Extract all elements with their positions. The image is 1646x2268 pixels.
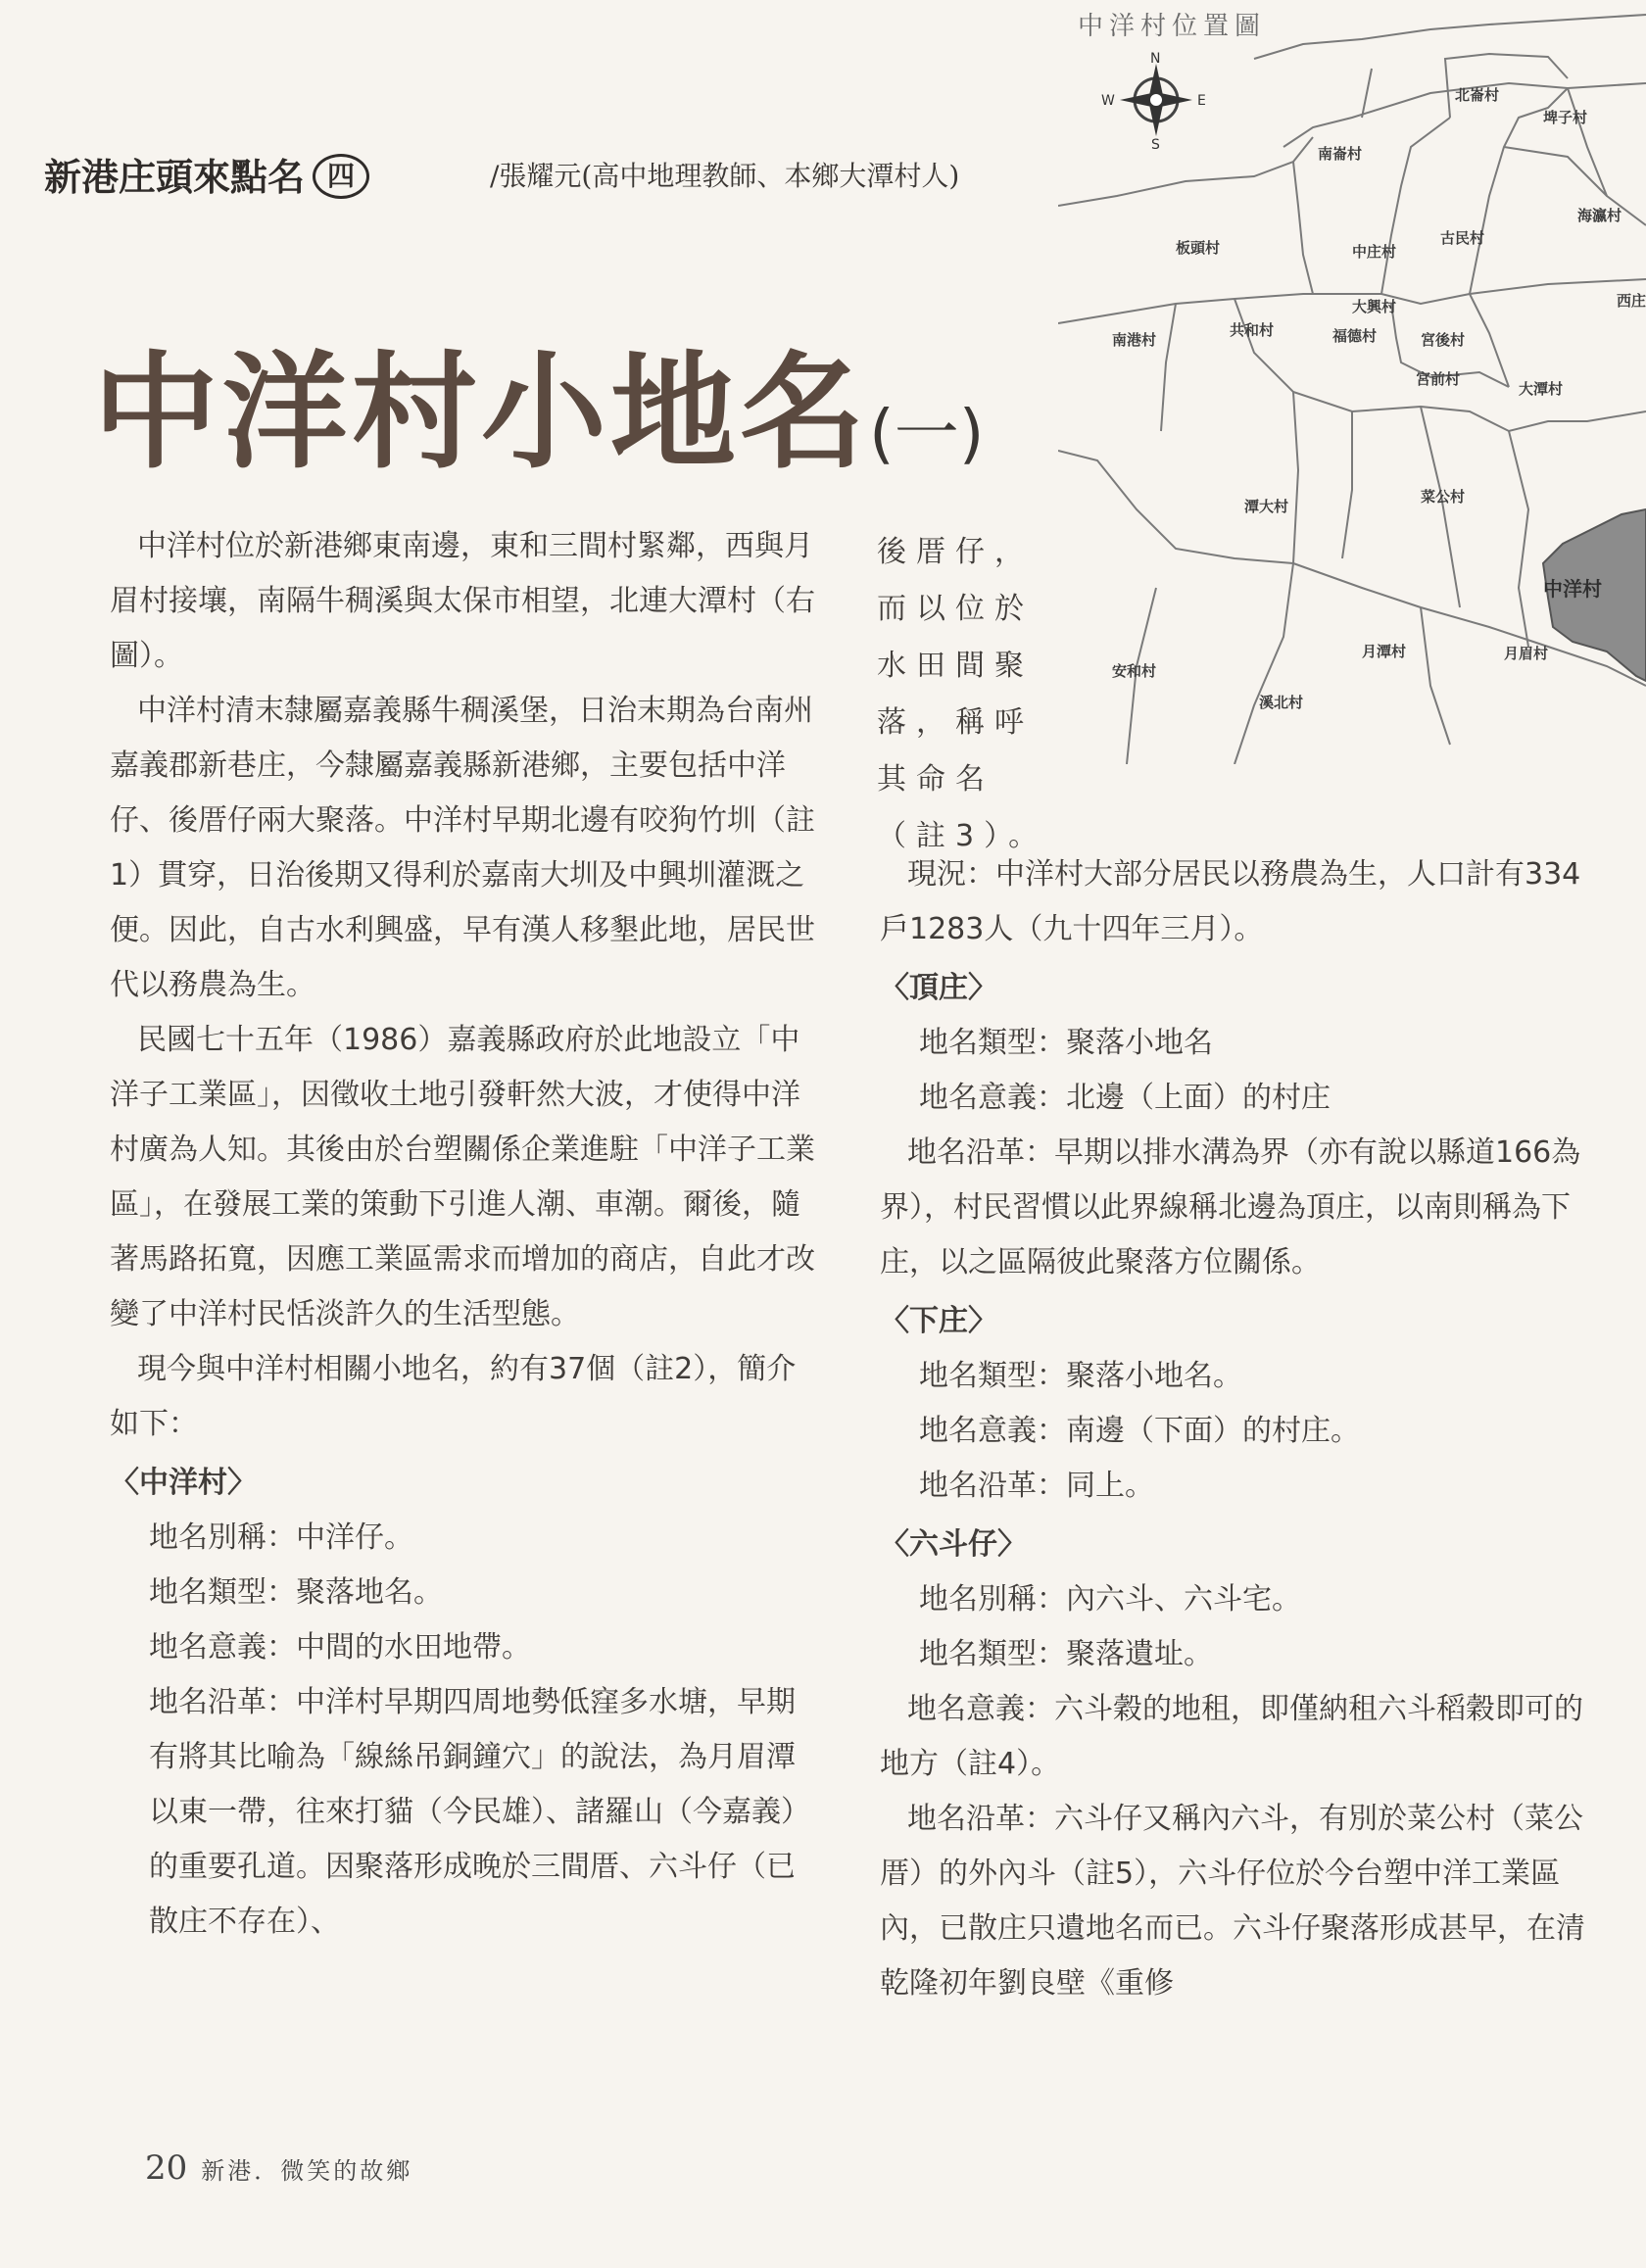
svg-text:S: S bbox=[1151, 137, 1160, 153]
liudouzai-type: 地名類型：聚落遺址。 bbox=[919, 1637, 1213, 1671]
svg-text:中庄村: 中庄村 bbox=[1352, 243, 1397, 261]
narrow-column bbox=[877, 524, 1053, 865]
xiazhuang-history: 地名沿革：同上。 bbox=[919, 1469, 1154, 1503]
svg-text:埤子村: 埤子村 bbox=[1543, 109, 1588, 126]
section-heading-dingzhuang: 〈頂庄〉 bbox=[880, 971, 997, 1005]
svg-text:大興村: 大興村 bbox=[1352, 298, 1397, 315]
svg-text:W: W bbox=[1101, 93, 1115, 109]
compass-icon bbox=[1101, 51, 1206, 153]
series-title-text: 新港庄頭來點名 bbox=[44, 156, 306, 199]
svg-text:月眉村: 月眉村 bbox=[1504, 645, 1549, 662]
series-title bbox=[44, 147, 369, 203]
dingzhuang-history: 地名沿革：早期以排水溝為界（亦有說以縣道166為界），村民習慣以此界線稱北邊為頂庄，以南則稱為下庄，以之區隔彼此聚落方位關係。 bbox=[880, 1135, 1581, 1279]
svg-text:宮前村: 宮前村 bbox=[1416, 370, 1461, 388]
svg-text:共和村: 共和村 bbox=[1230, 321, 1275, 339]
svg-text:古民村: 古民村 bbox=[1440, 229, 1485, 247]
intro-paragraph-2: 中洋村清末隸屬嘉義縣牛稠溪堡，日治末期為台南州嘉義郡新巷庄，今隸屬嘉義縣新港鄉，主要包括中洋仔、後厝仔兩大聚落。中洋村早期北邊有咬狗竹圳（註1）貫穿，日治後期又得利於嘉南大圳及中興圳灌溉之便。因此，自古水利興盛，早有漢人移墾此地，居民世代以務農為生。 bbox=[110, 694, 815, 1002]
svg-text:N: N bbox=[1150, 51, 1161, 67]
xiazhuang-type: 地名類型：聚落小地名。 bbox=[919, 1359, 1242, 1393]
svg-text:宮後村: 宮後村 bbox=[1421, 331, 1466, 349]
map-title: 中洋村位置圖 bbox=[1078, 12, 1267, 41]
svg-text:北崙村: 北崙村 bbox=[1455, 86, 1500, 104]
section-heading-liudouzai: 〈六斗仔〉 bbox=[880, 1527, 1027, 1562]
svg-text:板頭村: 板頭村 bbox=[1176, 239, 1221, 257]
svg-text:月潭村: 月潭村 bbox=[1362, 643, 1407, 660]
left-column bbox=[110, 519, 823, 1950]
intro-paragraph-4: 現今與中洋村相關小地名，約有37個（註2），簡介如下： bbox=[110, 1352, 797, 1441]
entry-alias: 地名別稱：中洋仔。 bbox=[149, 1520, 413, 1555]
svg-text:安和村: 安和村 bbox=[1112, 662, 1157, 680]
liudouzai-history: 地名沿革：六斗仔又稱內六斗，有別於菜公村（菜公厝）的外內斗（註5），六斗仔位於今台塑中洋工業區內，已散庄只遺地名而已。六斗仔聚落形成甚早，在清乾隆初年劉良壁《重修 bbox=[880, 1802, 1585, 2001]
narrow-column-text: 後厝仔，而以位於水田間聚落，稱呼其命名（註3）。 bbox=[877, 535, 1048, 853]
location-map-svg bbox=[1058, 0, 1646, 764]
dingzhuang-meaning: 地名意義：北邊（上面）的村庄 bbox=[919, 1081, 1331, 1115]
svg-text:海瀛村: 海瀛村 bbox=[1577, 207, 1622, 224]
svg-text:潭大村: 潭大村 bbox=[1244, 498, 1289, 515]
right-column bbox=[880, 847, 1605, 2011]
entry-type: 地名類型：聚落地名。 bbox=[149, 1575, 443, 1610]
svg-text:菜公村: 菜公村 bbox=[1421, 488, 1466, 506]
status-paragraph: 現況：中洋村大部分居民以務農為生，人口計有334戶1283人（九十四年三月）。 bbox=[880, 857, 1581, 946]
entry-history: 地名沿革：中洋村早期四周地勢低窪多水塘，早期有將其比喻為「線絲吊銅鐘穴」的說法，為月眉潭以東一帶，往來打貓（今民雄）、諸羅山（今嘉義）的重要孔道。因聚落形成晚於三間厝、六斗仔（已散庄不存在）、 bbox=[149, 1685, 810, 1939]
entry-meaning: 地名意義：中間的水田地帶。 bbox=[149, 1630, 531, 1665]
svg-text:福德村: 福德村 bbox=[1332, 327, 1378, 345]
section-heading-xiazhuang: 〈下庄〉 bbox=[880, 1304, 997, 1338]
location-map bbox=[1058, 0, 1646, 764]
intro-paragraph-3: 民國七十五年（1986）嘉義縣政府於此地設立「中洋子工業區」，因徵收土地引發軒然大波，才使得中洋村廣為人知。其後由於台塑關係企業進駐「中洋子工業區」，在發展工業的策動下引進人潮、車潮。爾後，隨著馬路拓寬，因應工業區需求而增加的商店，自此才改變了中洋村民恬淡許久的生活型態。 bbox=[110, 1023, 815, 1331]
series-number-badge: 四 bbox=[313, 154, 369, 199]
article-title bbox=[93, 312, 985, 492]
author-byline: /張耀元(高中地理教師、本鄉大潭村人) bbox=[490, 160, 960, 192]
section-heading-zhongyang: 〈中洋村〉 bbox=[110, 1466, 257, 1500]
dingzhuang-type: 地名類型：聚落小地名 bbox=[919, 1026, 1213, 1060]
svg-text:南崙村: 南崙村 bbox=[1318, 145, 1363, 163]
page-number: 20 bbox=[145, 2148, 188, 2188]
article-title-part: (一) bbox=[869, 396, 985, 471]
xiazhuang-meaning: 地名意義：南邊（下面）的村庄。 bbox=[919, 1414, 1360, 1448]
svg-text:西庄: 西庄 bbox=[1617, 292, 1646, 310]
svg-text:E: E bbox=[1197, 93, 1206, 109]
publication-name: 新港．微笑的故鄉 bbox=[201, 2157, 413, 2185]
zhongyang-village-label: 中洋村 bbox=[1543, 577, 1602, 601]
liudouzai-alias: 地名別稱：內六斗、六斗宅。 bbox=[919, 1582, 1301, 1617]
svg-text:大潭村: 大潭村 bbox=[1519, 380, 1564, 398]
page-footer bbox=[145, 2148, 412, 2188]
svg-text:溪北村: 溪北村 bbox=[1259, 694, 1304, 711]
svg-text:南港村: 南港村 bbox=[1112, 331, 1157, 349]
intro-paragraph-1: 中洋村位於新港鄉東南邊，東和三間村緊鄰，西與月眉村接壤，南隔牛稠溪與太保市相望，北連大潭村（右圖）。 bbox=[110, 529, 815, 673]
liudouzai-meaning: 地名意義：六斗穀的地租，即僅納租六斗稻穀即可的地方（註4）。 bbox=[880, 1692, 1583, 1781]
article-title-main: 中洋村小地名 bbox=[93, 340, 870, 486]
